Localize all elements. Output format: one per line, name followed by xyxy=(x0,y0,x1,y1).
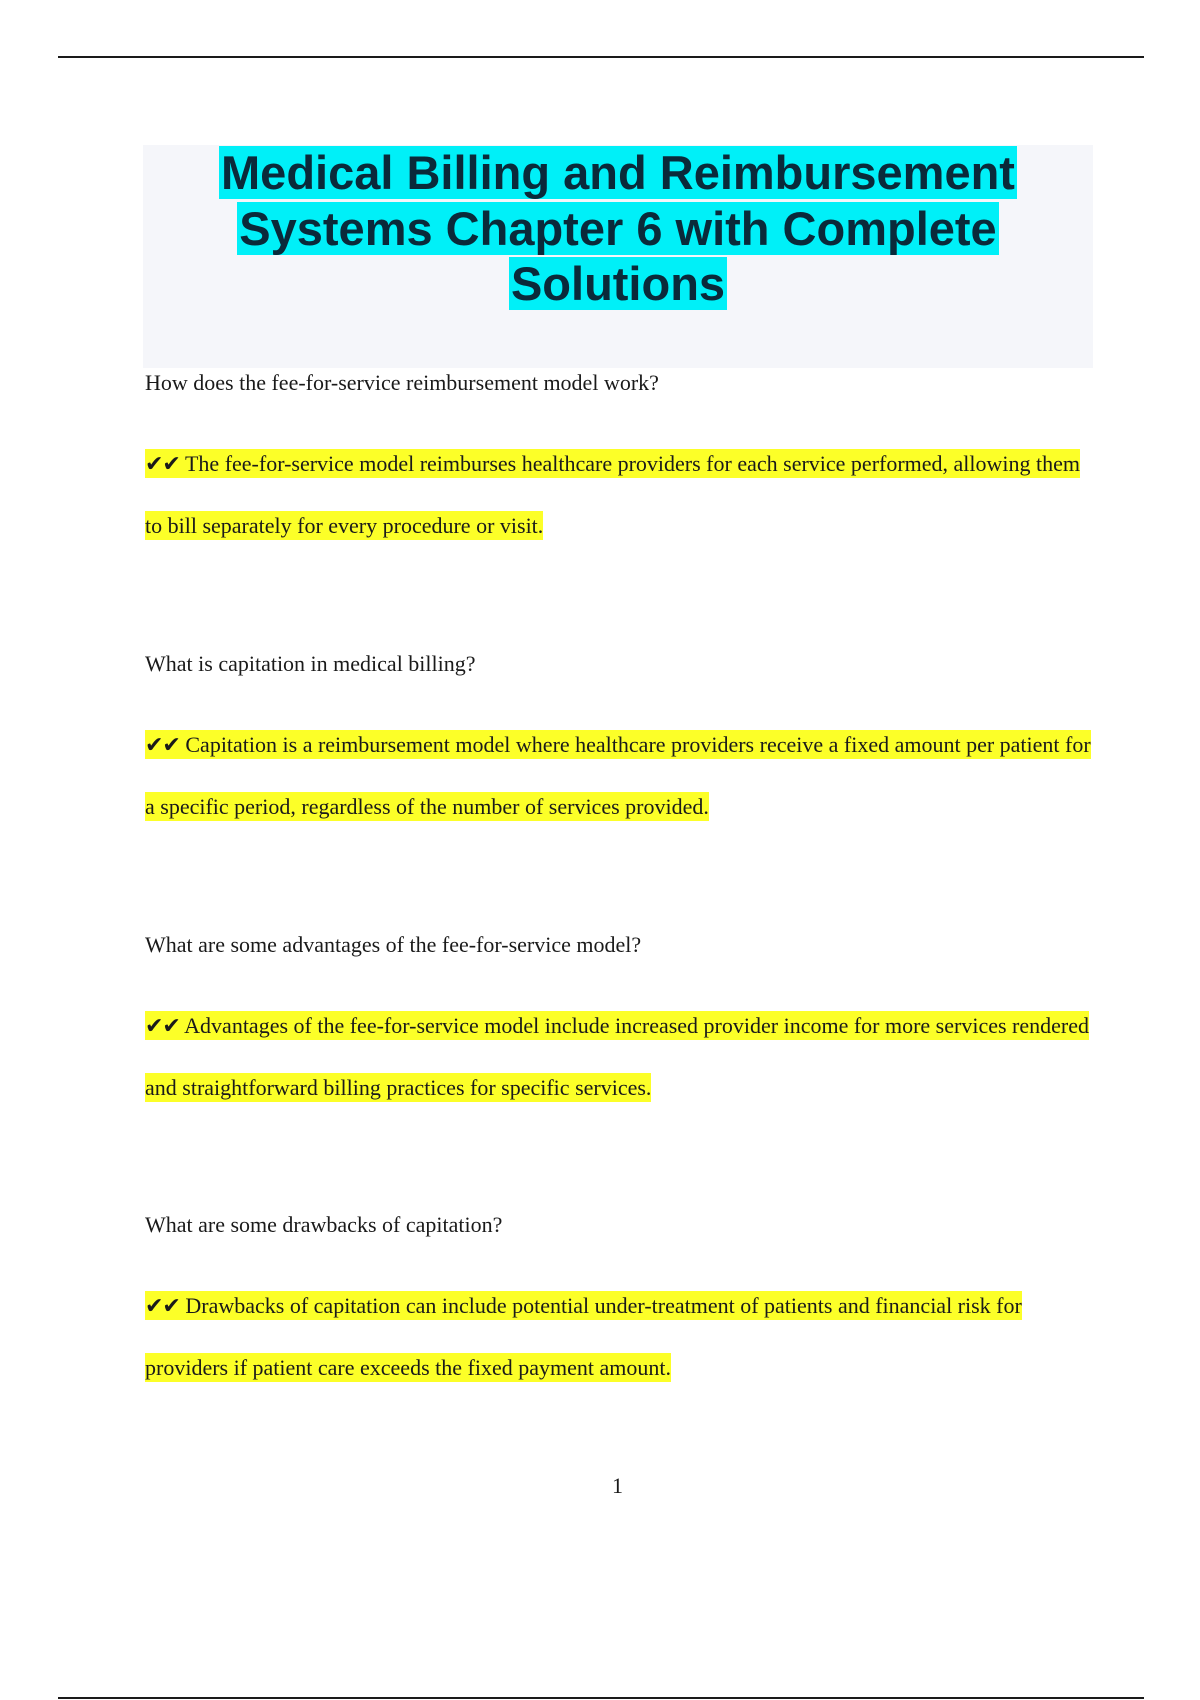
double-check-icon: ✔✔ xyxy=(145,452,180,477)
header-rule xyxy=(58,56,1144,58)
answer-block xyxy=(145,715,1095,837)
answer-block xyxy=(145,996,1095,1118)
qa-item-2 xyxy=(145,651,1095,837)
page-number: 1 xyxy=(612,1473,623,1498)
double-check-icon: ✔✔ xyxy=(145,733,180,758)
title-line-2: Systems Chapter 6 with Complete xyxy=(239,201,997,255)
question-text: What is capitation in medical billing? xyxy=(145,651,476,676)
answer-text: Advantages of the fee-for-service model include increased provider income for more services rendered and straightforward billing practices for specific services. xyxy=(145,1013,1089,1100)
footer-rule xyxy=(58,1697,1144,1699)
answer-text: The fee-for-service model reimburses healthcare providers for each service performed, allowing them to bill separately for every procedure or visit. xyxy=(145,451,1081,538)
answer-block xyxy=(145,434,1095,556)
question-text: How does the fee-for-service reimbursement model work? xyxy=(145,370,659,395)
qa-item-4 xyxy=(145,1212,1095,1398)
title-line-1: Medical Billing and Reimbursement xyxy=(221,146,1015,199)
title-block xyxy=(143,145,1093,368)
answer-text: Capitation is a reimbursement model where healthcare providers receive a fixed amount per patient for a specific period, regardless of the number of services provided. xyxy=(145,732,1091,819)
document-title xyxy=(143,145,1093,312)
answer-highlight xyxy=(145,449,1080,540)
question-text: What are some advantages of the fee-for-service model? xyxy=(145,932,642,957)
qa-item-1 xyxy=(145,370,1095,556)
answer-highlight xyxy=(145,1291,1022,1382)
answer-block xyxy=(145,1276,1095,1398)
qa-item-3 xyxy=(145,932,1095,1118)
double-check-icon: ✔✔ xyxy=(145,1294,180,1319)
title-line-3: Solutions xyxy=(510,257,726,310)
answer-highlight xyxy=(145,730,1091,821)
double-check-icon: ✔✔ xyxy=(145,1014,180,1039)
answer-text: Drawbacks of capitation can include potential under-treatment of patients and financial risk for providers if patient care exceeds the fixed payment amount. xyxy=(145,1293,1022,1380)
answer-highlight xyxy=(145,1011,1089,1102)
question-text: What are some drawbacks of capitation? xyxy=(145,1212,503,1237)
